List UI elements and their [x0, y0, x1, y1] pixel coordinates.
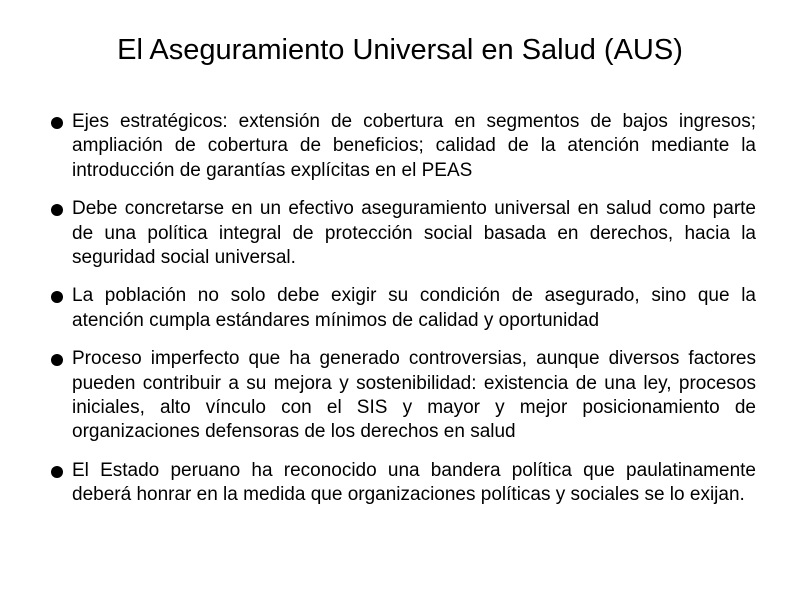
- bullet-text: Proceso imperfecto que ha generado controversias, aunque diversos factores pueden contribuir a su mejora y sostenibilidad: existencia de una ley, procesos iniciales, alto vínculo con el SIS y mayor y mejor posicionamiento de organizaciones defensoras de los derechos en salud: [72, 348, 756, 443]
- bullet-dot-icon: [51, 354, 63, 366]
- bullet-item: [50, 110, 756, 183]
- bullet-dot-icon: [51, 117, 63, 129]
- bullet-dot-icon: [51, 291, 63, 303]
- bullet-text: El Estado peruano ha reconocido una bandera política que paulatinamente deberá honrar en la medida que organizaciones políticas y sociales se lo exijan.: [72, 459, 756, 506]
- bullet-item: [50, 197, 756, 270]
- bullet-item: [50, 284, 756, 333]
- bullet-dot-icon: [51, 466, 63, 478]
- bullet-text: La población no solo debe exigir su condición de asegurado, sino que la atención cumpla estándares mínimos de calidad y oportunidad: [72, 285, 756, 331]
- bullet-text: Ejes estratégicos: extensión de cobertura en segmentos de bajos ingresos; ampliación de cobertura de beneficios; calidad de la atención mediante la introducción de garantías explícitas en el PEAS: [72, 111, 756, 181]
- bullet-list: [50, 110, 756, 522]
- bullet-dot-icon: [51, 204, 63, 216]
- slide-title: El Aseguramiento Universal en Salud (AUS): [117, 34, 683, 66]
- bullet-text: Debe concretarse en un efectivo aseguramiento universal en salud como parte de una política integral de protección social basada en derechos, hacia la seguridad social universal.: [72, 198, 756, 269]
- bullet-item: [50, 347, 756, 445]
- bullet-item: [50, 459, 756, 508]
